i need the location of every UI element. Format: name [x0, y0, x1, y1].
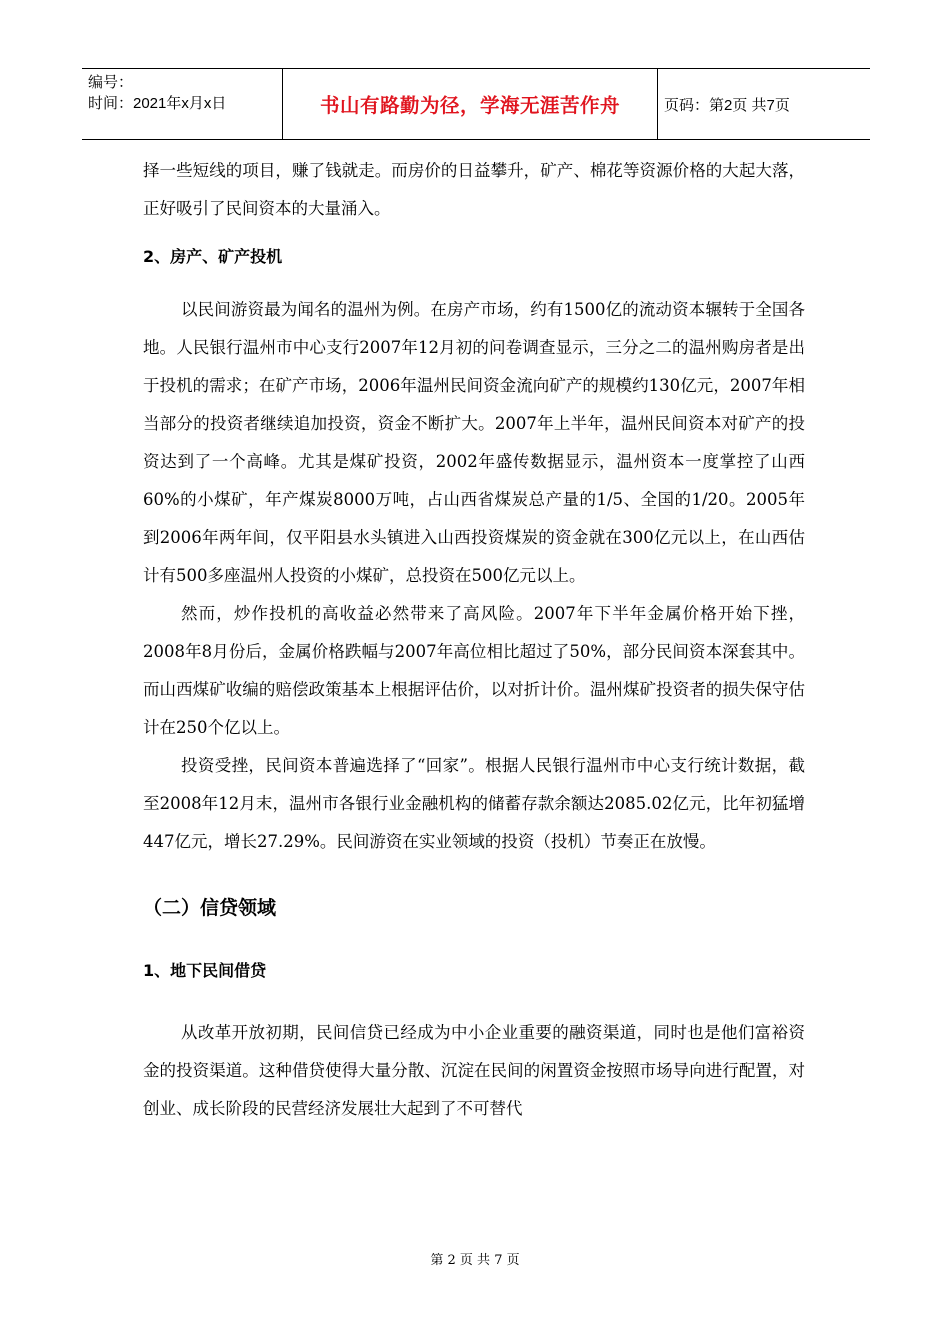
- page-header: [82, 68, 870, 140]
- paragraph-capital-return: 投资受挫，民间资本普遍选择了“回家”。根据人民银行温州市中心支行统计数据，截至2008年12月末，温州市各银行业金融机构的储蓄存款余额达2085.02亿元，比年初猛增447亿元，增长27.29%。民间游资在实业领域的投资（投机）节奏正在放慢。: [143, 756, 805, 851]
- subheading-underground-lending: 1、地下民间借贷: [143, 961, 267, 980]
- paragraph-private-credit: 从改革开放初期，民间信贷已经成为中小企业重要的融资渠道，同时也是他们富裕资金的投资渠道。这种借贷使得大量分散、沉淀在民间的闲置资金按照市场导向进行配置，对创业、成长阶段的民营经济发展壮大起到了不可替代: [143, 1023, 805, 1118]
- paragraph-wenzhou-example: 以民间游资最为闻名的温州为例。在房产市场，约有1500亿的流动资本辗转于全国各地。人民银行温州市中心支行2007年12月初的问卷调查显示，三分之二的温州购房者是出于投机的需求；在矿产市场，2006年温州民间资金流向矿产的规模约130亿元，2007年相当部分的投资者继续追加投资，资金不断扩大。2007年上半年，温州民间资本对矿产的投资达到了一个高峰。尤其是煤矿投资，2002年盛传数据显示，温州资本一度掌控了山西60%的小煤矿，年产煤炭8000万吨，占山西省煤炭总产量的1/5、全国的1/20。2005年到2006年两年间，仅平阳县水头镇进入山西投资煤炭的资金就在300亿元以上，在山西估计有500多座温州人投资的小煤矿，总投资在500亿元以上。: [143, 300, 805, 585]
- subheading-property-speculation: 2、房产、矿产投机: [143, 247, 283, 266]
- section-heading-credit: （二）信贷领域: [143, 897, 277, 919]
- paragraph-high-risk: 然而，炒作投机的高收益必然带来了高风险。2007年下半年金属价格开始下挫，2008年8月份后，金属价格跌幅与2007年高位相比超过了50%，部分民间资本深套其中。而山西煤矿收编的赔偿政策基本上根据评估价，以对折计价。温州煤矿投资者的损失保守估计在250个亿以上。: [143, 604, 805, 737]
- paragraph-continuation: 择一些短线的项目，赚了钱就走。而房价的日益攀升，矿产、棉花等资源价格的大起大落，正好吸引了民间资本的大量涌入。: [143, 161, 805, 218]
- page-footer: 第 2 页 共 7 页: [430, 1253, 520, 1268]
- doc-time-label: 时间：2021年x月x日: [88, 95, 227, 112]
- document-body: [143, 152, 805, 1128]
- header-motto: 书山有路勤为径，学海无涯苦作舟: [319, 94, 620, 117]
- header-motto-cell: [282, 69, 658, 139]
- header-meta: [82, 69, 282, 139]
- header-page-code: 页码：第2页 共7页: [664, 96, 790, 114]
- doc-number-label: 编号：: [88, 74, 134, 91]
